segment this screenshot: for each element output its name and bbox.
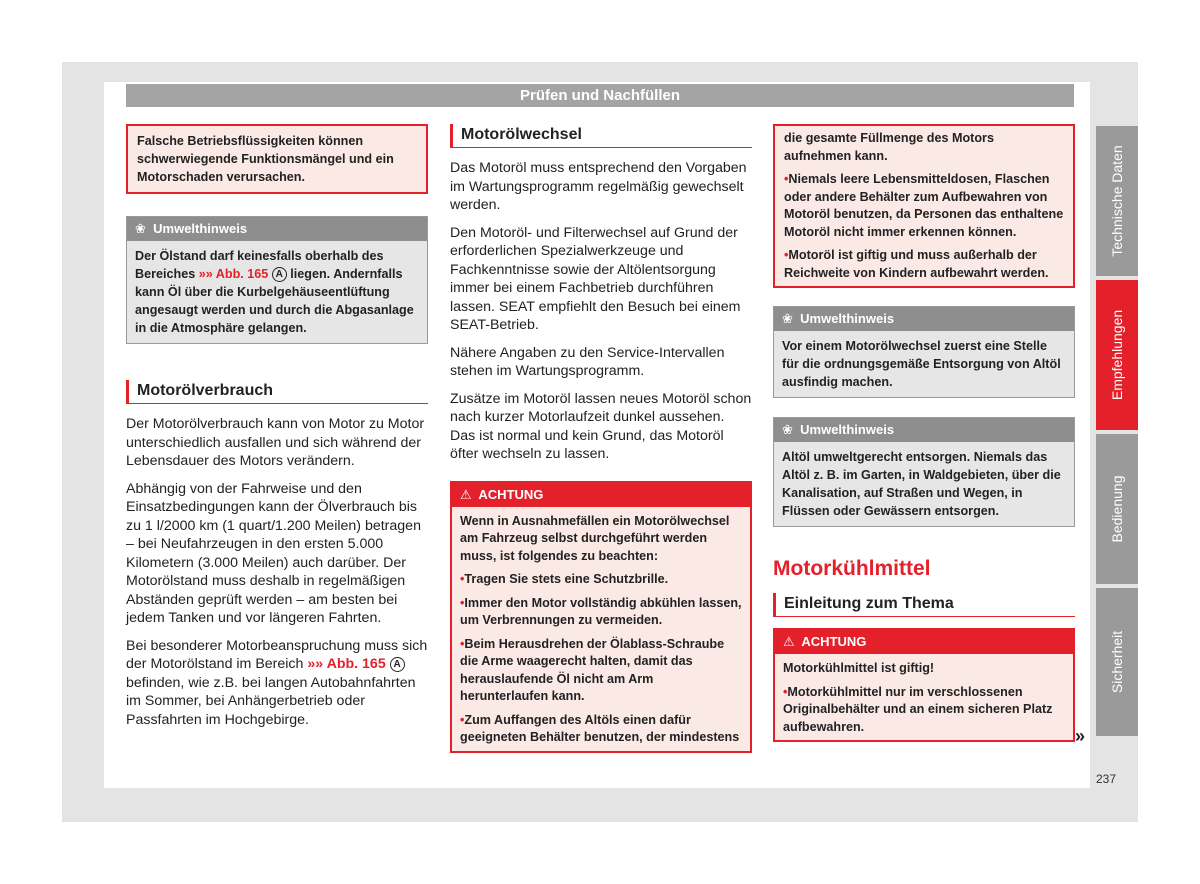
attention-continued-box: [773, 124, 1075, 288]
attention-intro: Wenn in Ausnahmefällen ein Motorölwechsel am Fahrzeug selbst durchgeführt werden muss, ist folgendes zu beachten:: [460, 513, 730, 563]
flower-icon: ❀: [782, 311, 793, 326]
attention-body: [775, 654, 1073, 740]
column-2: [450, 124, 752, 753]
warning-box: [126, 124, 428, 194]
marker-a-icon: A: [390, 657, 405, 672]
side-tab-bedienung[interactable]: Bedienung: [1096, 434, 1138, 584]
page-number: 237: [1096, 772, 1117, 786]
warning-triangle-icon: ⚠: [783, 634, 795, 649]
environment-note-header: [774, 307, 1074, 331]
flower-icon: ❀: [782, 422, 793, 437]
environment-note: [126, 216, 428, 344]
side-tab-empfehlungen[interactable]: Empfehlungen: [1096, 280, 1138, 430]
bullet-item: • Beim Herausdrehen der Ölablass-Schraube die Arme waagerecht halten, damit das herauslaufende Öl nicht am Arm herunterlaufen kann.: [460, 636, 742, 706]
section-title: Motorölverbrauch: [126, 380, 428, 404]
paragraph: Nähere Angaben zu den Service-Intervallen stehen im Wartungsprogramm.: [450, 344, 725, 379]
attention-title: ACHTUNG: [801, 634, 867, 649]
note-text: liegen. Andernfalls kann Öl über die Kurbelgehäuseentlüftung angesaugt werden und durch die Abgasanlage in die Atmosphäre gelangen.: [135, 267, 414, 335]
environment-note-title: Umwelthinweis: [153, 221, 248, 236]
environment-note-body: Altöl umweltgerecht entsorgen. Niemals das Altöl z. B. im Garten, in Waldgebieten, über die Kanalisation, auf Straßen und Wegen, in Flüssen oder Gewässern entsorgen.: [774, 442, 1074, 526]
warning-triangle-icon: ⚠: [460, 486, 472, 502]
figure-ref-link[interactable]: »» Abb. 165: [307, 656, 386, 672]
paragraph: Den Motoröl- und Filterwechsel auf Grund der erforderlichen Spezialwerkzeuge und Fachkenntnisse sowie der Altölentsorgung immer bei einem Fachbetrieb durchführen lassen. SEAT empfiehlt den Besuch bei einem SEAT-Betrieb.: [450, 224, 741, 333]
note-text: Der Ölstand darf keinesfalls oberhalb des Bereiches: [135, 249, 384, 281]
bullet-item: • Immer den Motor vollständig abkühlen lassen, um Verbrennungen zu vermeiden.: [460, 595, 742, 630]
paragraph: Das Motoröl muss entsprechend den Vorgaben im Wartungsprogramm regelmäßig gewechselt werden.: [450, 160, 747, 213]
paragraph: Abhängig von der Fahrweise und den Einsatzbedingungen kann der Ölverbrauch bis zu 1 l/2000 km (1 quart/1.200 Meilen) betragen – bei Neufahrzeugen in den ersten 5.000 Kilometern (3.000 Meilen) auch darüber. Der Motorölstand muss deshalb in regelmäßigen Abständen geprüft werden – am besten bei jedem Tanken und vor längeren Fahrten.: [126, 480, 421, 626]
attention-header: [452, 483, 750, 507]
attention-intro: Motorkühlmittel ist giftig!: [783, 661, 935, 675]
attention-body: [452, 507, 750, 751]
environment-note: [773, 417, 1075, 527]
double-arrow-icon: »»: [198, 267, 213, 281]
environment-note-header: [774, 418, 1074, 442]
attention-header: [775, 630, 1073, 654]
side-tab-technische-daten[interactable]: Technische Daten: [1096, 126, 1138, 276]
bullet-item: • Niemals leere Lebensmitteldosen, Flaschen oder andere Behälter zum Aufbewahren von Motoröl benutzen, da Personen das enthaltene Motoröl nicht immer erkennen können.: [784, 171, 1064, 241]
double-arrow-icon: »»: [307, 656, 324, 672]
paragraph: Zusätze im Motoröl lassen neues Motoröl schon nach kurzer Motorlaufzeit dunkel aussehen. Das ist normal und kein Grund, das Motoröl öfter wechseln zu lassen.: [450, 390, 752, 462]
continue-arrow-icon: »: [1075, 726, 1086, 746]
warning-text: Falsche Betriebsflüssigkeiten können schwerwiegende Funktionsmängel und ein Motorschaden verursachen.: [137, 134, 394, 184]
continued-text: die gesamte Füllmenge des Motors aufnehmen kann.: [784, 131, 994, 163]
bullet-item: • Motorkühlmittel nur im verschlossenen Originalbehälter und an einem sicheren Platz aufbewahren.: [783, 684, 1065, 737]
bullet-item: • Tragen Sie stets eine Schutzbrille.: [460, 571, 742, 589]
environment-note: [773, 306, 1075, 398]
environment-note-title: Umwelthinweis: [800, 311, 895, 326]
figure-ref-link[interactable]: »» Abb. 165: [198, 267, 269, 281]
bullet-item: • Zum Auffangen des Altöls einen dafür geeigneten Behälter benutzen, der mindestens: [460, 712, 742, 747]
flower-icon: ❀: [135, 221, 146, 236]
column-1: [126, 124, 428, 738]
bullet-item: • Motoröl ist giftig und muss außerhalb der Reichweite von Kindern aufbewahrt werden.: [784, 247, 1064, 282]
side-tab-sicherheit[interactable]: Sicherheit: [1096, 588, 1138, 736]
environment-note-header: [127, 217, 427, 241]
column-3: [773, 124, 1075, 742]
section-title: Einleitung zum Thema: [773, 593, 1075, 617]
attention-box: [450, 481, 752, 753]
environment-note-title: Umwelthinweis: [800, 422, 895, 437]
marker-a-icon: A: [272, 267, 287, 282]
chapter-title: Motorkühlmittel: [773, 557, 931, 580]
environment-note-body: [127, 241, 427, 343]
paragraph: Bei besonderer Motorbeanspruchung muss sich der Motorölstand im Bereich »» Abb. 165 A befinden, wie z.B. bei langen Autobahnfahrten im Sommer, bei Anhängerbetrieb oder Passfahrten im Hochgebirge.: [126, 637, 428, 728]
attention-title: ACHTUNG: [478, 486, 544, 502]
paragraph: Der Motorölverbrauch kann von Motor zu Motor unterschiedlich ausfallen und sich während der Lebensdauer des Motors verändern.: [126, 416, 425, 469]
page-header: Prüfen und Nachfüllen: [126, 84, 1074, 107]
section-title: Motorölwechsel: [450, 124, 752, 148]
environment-note-body: Vor einem Motorölwechsel zuerst eine Stelle für die ordnungsgemäße Entsorgung von Altöl ausfindig machen.: [774, 331, 1074, 397]
attention-box: [773, 628, 1075, 742]
